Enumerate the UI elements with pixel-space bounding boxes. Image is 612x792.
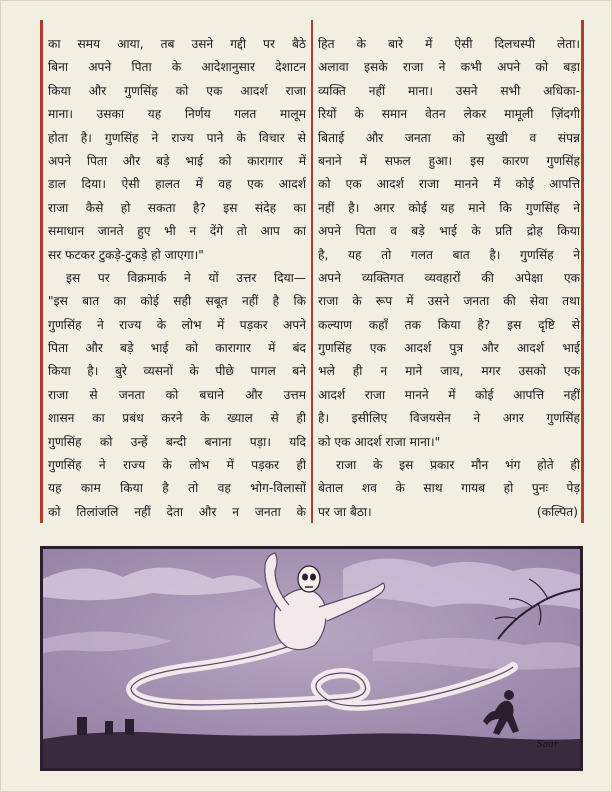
- text-line: इस पर विक्रमार्क ने यों उत्तर दिया—: [66, 270, 306, 285]
- text-line: यह काम किया है तो वह भोग-विलासों: [48, 481, 306, 496]
- ghost-skull: [298, 566, 320, 592]
- text-line: राजा से जनता को बचाने और उत्तम: [48, 387, 306, 402]
- text-line: गुणसिंह ने राज्य के लोभ में पड़कर ही: [48, 458, 306, 473]
- text-line: बिताई और जनता को सुखी व संपन्न: [318, 130, 580, 145]
- text-line: अपने पिता और बड़े भाई को कारागार में: [48, 153, 306, 168]
- skull-eye-left: [302, 574, 308, 581]
- text-line: राजा कैसे हो सकता है? इस संदेह का: [48, 200, 306, 215]
- text-line: "इस बात का कोई सही सबूत नहीं है कि: [48, 294, 306, 309]
- text-line: हित के बारे में ऐसी दिलचस्पी लेता।: [318, 37, 580, 51]
- text-line: अपने व्यक्तिगत व्यवहारों की अपेक्षा एक: [318, 270, 580, 285]
- text-line: को एक आदर्श राजा मानने में कोई आपत्ति: [318, 177, 580, 192]
- text-line: किया और गुणसिंह को एक आदर्श राजा: [48, 83, 306, 98]
- text-line: भले ही न माने जाय, मगर उसको एक: [318, 364, 580, 379]
- text-line: बनाने में सफल हुआ। इस कारण गुणसिंह: [318, 153, 580, 168]
- left-text-column: [48, 33, 306, 524]
- text-line: सर फटकर टुकड़े-टुकड़े हो जाएगा।": [48, 247, 204, 262]
- right-text-column: [318, 33, 580, 524]
- final-sentence: पर जा बैठा।: [318, 504, 372, 519]
- text-line: अलावा इसके राजा ने कभी अपने को बड़ा: [318, 60, 580, 75]
- story-credit: (कल्पित): [536, 504, 578, 519]
- text-line: बेताल शव के साथ गायब हो पुनः पेड़: [318, 481, 580, 496]
- text-line: गुणसिंह को उन्हें बन्दी बनाना पड़ा। यदि: [48, 434, 306, 449]
- text-line-with-credit: [318, 501, 580, 524]
- tombstone: [125, 719, 134, 735]
- text-line: पिता और बड़े भाई को कारागार में बंद: [48, 341, 306, 356]
- king-head: [504, 690, 514, 700]
- text-line: आदर्श राजा मानने में कोई आपत्ति नहीं: [318, 387, 580, 402]
- text-line: बिना अपने पिता के आदेशानुसार देशाटन: [48, 60, 306, 75]
- artist-signature: Saar: [536, 740, 558, 750]
- text-line: नहीं है। अगर कोई यह माने कि गुणसिंह ने: [318, 200, 580, 215]
- text-line: राजा के इस प्रकार मौन भंग होते ही: [336, 458, 580, 473]
- text-line: गुणसिंह ने राज्य के लोभ में पड़कर अपने: [48, 317, 306, 332]
- text-line: व्यक्ति नहीं माना। उसने सभी अधिका-: [318, 83, 580, 98]
- text-line: को एक आदर्श राजा माना।": [318, 434, 441, 449]
- skull-eye-right: [310, 574, 316, 581]
- tombstone: [77, 717, 87, 735]
- text-line: डाल दिया। ऐसी हालत में वह एक आदर्श: [48, 177, 306, 192]
- text-line: राजा के रूप में उसने जनता की सेवा तथा: [318, 294, 580, 309]
- text-line: कल्याण कहाँ तक किया है? इस दृष्टि से: [318, 317, 580, 332]
- ghost-scene-svg: [43, 549, 580, 768]
- text-line: है। इसीलिए विजयसेन ने अगर गुणसिंह: [318, 411, 580, 426]
- text-line: होता है। गुणसिंह ने राज्य पाने के विचार से: [48, 130, 306, 145]
- tombstone: [105, 721, 113, 735]
- text-line: को तिलांजलि नहीं देता और न जनता के: [48, 504, 306, 519]
- text-line: का समय आया, तब उसने गद्दी पर बैठे: [48, 37, 306, 51]
- vetal-illustration: [40, 546, 583, 771]
- text-line: शासन का प्रबंध करने के ख्याल से ही: [48, 411, 306, 426]
- text-line: समाधान जानते हुए भी न देंगे तो आप का: [48, 224, 306, 239]
- text-line: किया है। बुरे व्यसनों के पीछे पागल बने: [48, 364, 306, 379]
- text-line: गुणसिंह एक आदर्श पुत्र और आदर्श भाई: [318, 341, 580, 356]
- column-divider: [311, 20, 313, 523]
- text-line: माना। उसका यह निर्णय गलत मालूम: [48, 107, 306, 122]
- text-line: रियों के समान वेतन लेकर मामूली ज़िंदगी: [318, 107, 580, 122]
- text-line: है, यह तो गलत बात है। गुणसिंह ने: [318, 247, 580, 262]
- text-line: अपने पिता व बड़े भाई के प्रति द्रोह किया: [318, 224, 580, 239]
